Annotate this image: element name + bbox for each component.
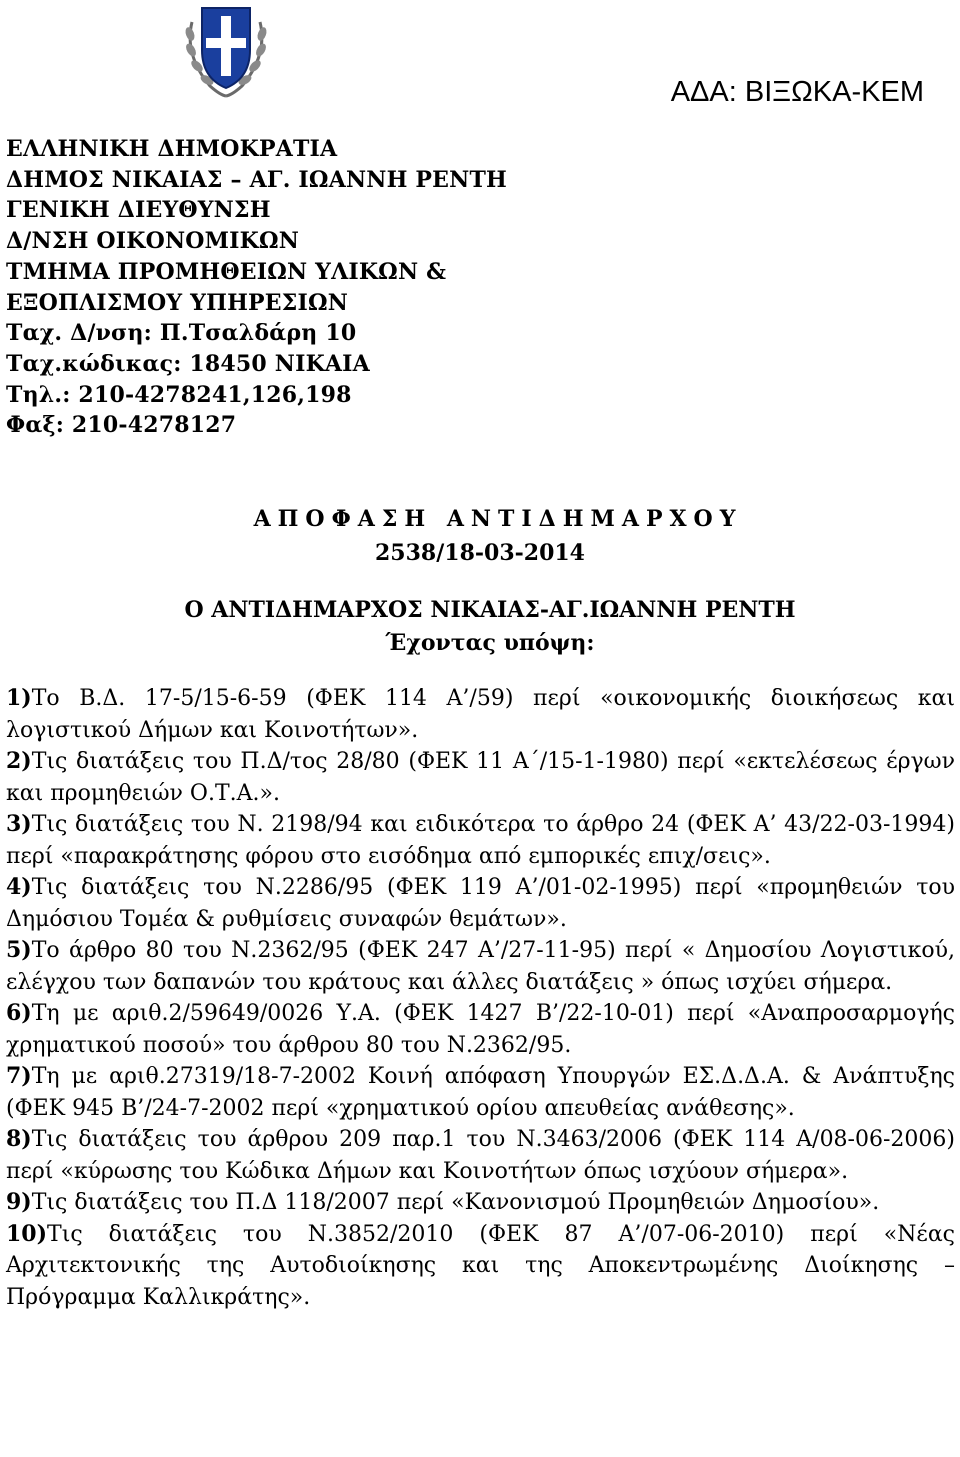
- consideration-item: [6, 1219, 955, 1314]
- header-finance-department: Δ/ΝΣΗ ΟΙΚΟΝΟΜΙΚΩΝ: [6, 228, 300, 255]
- header-equipment-section: ΕΞΟΠΛΙΣΜΟΥ ΥΠΗΡΕΣΙΩΝ: [6, 289, 349, 316]
- item-text: Το Β.Δ. 17-5/15-6-59 (ΦΕΚ 114 Α’/59) περί «οικονομικής διοικήσεως και λογιστικού Δήμων και Κοινοτήτων».: [6, 686, 955, 743]
- decision-title-block: [0, 503, 960, 658]
- decision-number: 2538/18-03-2014: [375, 540, 585, 566]
- item-text: Τη με αριθ.27319/18-7-2002 Κοινή απόφαση Υπουργών ΕΣ.Δ.Δ.Α. & Ανάπτυξης (ΦΕΚ 945 Β’/24-7-2002 περί «χρηματικού ορίου απευθείας ανάθεσης».: [6, 1064, 955, 1121]
- item-number: 3): [6, 811, 32, 837]
- considerations-list: [6, 683, 955, 1313]
- consideration-item: [6, 872, 955, 935]
- greek-coat-of-arms-emblem: [180, 0, 272, 100]
- item-number: 1): [6, 685, 32, 711]
- consideration-item: [6, 1187, 955, 1219]
- header-municipality: ΔΗΜΟΣ ΝΙΚΑΙΑΣ – ΑΓ. ΙΩΑΝΝΗ ΡΕΝΤΗ: [6, 166, 508, 193]
- item-number: 2): [6, 748, 32, 774]
- item-text: Τις διατάξεις του Ν.2286/95 (ΦΕΚ 119 Α’/01-02-1995) περί «προμηθειών του Δημόσιου Τομέα & ρυθμίσεις συναφών θεμάτων».: [6, 875, 955, 932]
- consideration-item: [6, 746, 955, 809]
- item-text: Τις διατάξεις του Π.Δ/τος 28/80 (ΦΕΚ 11 Α΄/15-1-1980) περί «εκτελέσεως έργων και προμηθειών Ο.Τ.Α.».: [6, 749, 955, 806]
- item-text: Τις διατάξεις του άρθρου 209 παρ.1 του Ν.3463/2006 (ΦΕΚ 114 Α/08-06-2006) περί «κύρωσης του Κώδικα Δήμων και Κοινοτήτων όπως ισχύουν σήμερα».: [6, 1127, 955, 1184]
- header-directorate: ΓΕΝΙΚΗ ΔΙΕΥΘΥΝΣΗ: [6, 197, 271, 224]
- item-number: 8): [6, 1126, 32, 1152]
- header-phone: Τηλ.: 210-4278241,126,198: [6, 381, 352, 408]
- issuer-header: [6, 134, 606, 441]
- consideration-item: [6, 1124, 955, 1187]
- item-number: 5): [6, 937, 32, 963]
- header-fax: Φαξ: 210-4278127: [6, 412, 237, 439]
- header-postal-code: Ταχ.κώδικας: 18450 ΝΙΚΑΙΑ: [6, 350, 370, 377]
- item-number: 6): [6, 1000, 32, 1026]
- item-text: Τις διατάξεις του Ν.3852/2010 (ΦΕΚ 87 Α’/07-06-2010) περί «Νέας Αρχιτεκτονικής της Αυτοδιοίκησης και της Αποκεντρωμένης Διοίκησης – Πρόγραμμα Καλλικράτης».: [6, 1221, 955, 1310]
- considering-heading: Έχοντας υπόψη:: [385, 630, 595, 656]
- consideration-item: [6, 998, 955, 1061]
- item-text: Τις διατάξεις του Ν. 2198/94 και ειδικότερα το άρθρο 24 (ΦΕΚ Α’ 43/22-03-1994) περί «παρακράτησης φόρου στο εισόδημα από εμπορικές επιχ/σεις».: [6, 812, 955, 869]
- ada-code: ΑΔΑ: ΒΙΞΩΚΑ-ΚΕΜ: [670, 76, 924, 108]
- header-procurement-section: ΤΜΗΜΑ ΠΡΟΜΗΘΕΙΩΝ ΥΛΙΚΩΝ &: [6, 258, 447, 285]
- item-number: 4): [6, 874, 32, 900]
- item-text: Το άρθρο 80 του Ν.2362/95 (ΦΕΚ 247 Α’/27-11-95) περί « Δημοσίου Λογιστικού, ελέγχου των δαπανών του κράτους και άλλες διατάξεις » όπως ισχύει σήμερα.: [6, 938, 955, 995]
- official-title: Ο ΑΝΤΙΔΗΜΑΡΧΟΣ ΝΙΚΑΙΑΣ-ΑΓ.ΙΩΑΝΝΗ ΡΕΝΤΗ: [184, 597, 796, 623]
- consideration-item: [6, 683, 955, 746]
- item-text: Τις διατάξεις του Π.Δ 118/2007 περί «Κανονισμού Προμηθειών Δημοσίου».: [31, 1190, 880, 1215]
- item-number: 7): [6, 1063, 32, 1089]
- item-number: 9): [6, 1189, 32, 1215]
- header-country: ΕΛΛΗΝΙΚΗ ΔΗΜΟΚΡΑΤΙΑ: [6, 136, 338, 162]
- consideration-item: [6, 935, 955, 998]
- consideration-item: [6, 1061, 955, 1124]
- consideration-item: [6, 809, 955, 872]
- decision-title: ΑΠΟΦΑΣΗ ΑΝΤΙΔΗΜΑΡΧΟΥ: [253, 506, 743, 532]
- header-address: Ταχ. Δ/νση: Π.Τσαλδάρη 10: [6, 320, 357, 347]
- item-text: Τη με αριθ.2/59649/0026 Υ.Α. (ΦΕΚ 1427 Β’/22-10-01) περί «Αναπροσαρμογής χρηματικού ποσού» του άρθρου 80 του Ν.2362/95.: [6, 1001, 955, 1058]
- item-number: 10): [6, 1220, 48, 1247]
